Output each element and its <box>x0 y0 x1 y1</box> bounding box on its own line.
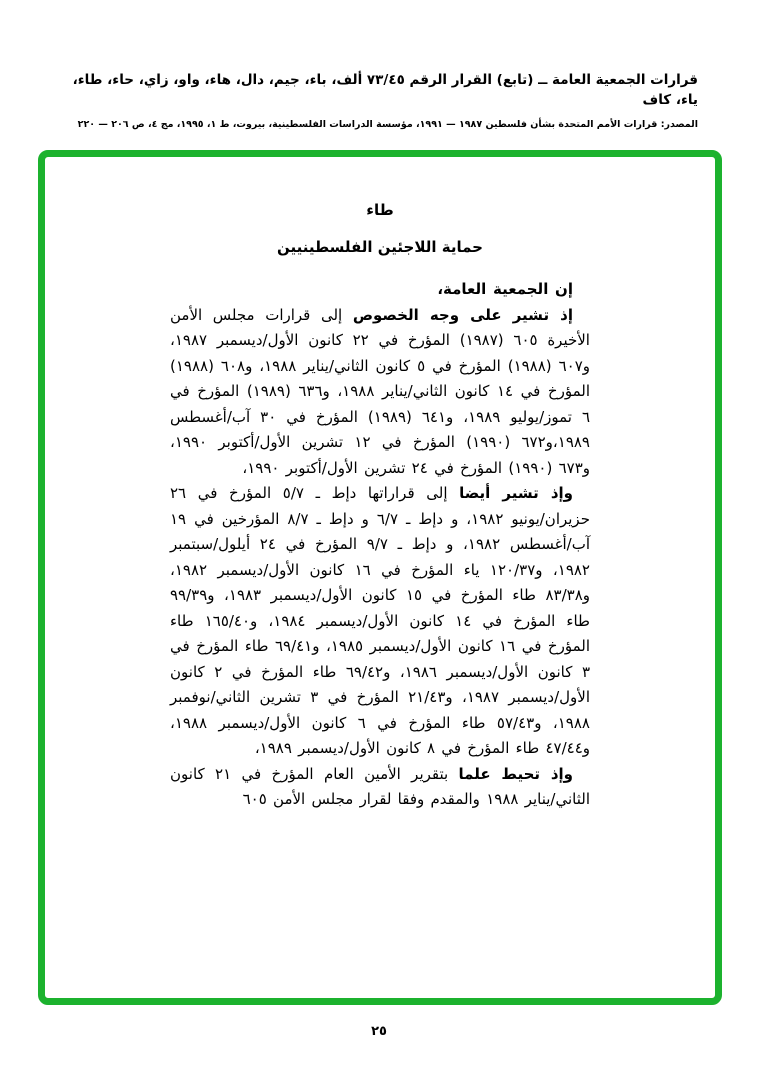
green-highlight-border <box>38 150 722 1005</box>
paragraph-recalling-security-council <box>170 303 590 482</box>
paragraph-taking-note-report <box>170 762 590 813</box>
section-letter-heading: طاء <box>366 201 394 219</box>
section-title-heading: حماية اللاجئين الفلسطينيين <box>277 238 483 256</box>
paragraph-lead-text: إذ تشير على وجه الخصوص <box>352 305 573 324</box>
resolution-body <box>170 157 590 813</box>
paragraph-lead-text: إن الجمعية العامة، <box>437 280 573 298</box>
paragraph-lead-text: وإذ تحيط علما <box>458 764 574 783</box>
page-number: ٢٥ <box>371 1024 387 1039</box>
page-header <box>58 70 698 131</box>
paragraph-text: إلى قرارات مجلس الأمن الأخيرة ٦٠٥ (١٩٨٧) المؤرخ في ٢٢ كانون الأول/ديسمبر ١٩٨٧، و٦٠٧ (١٩٨٨) المؤرخ في ٥ كانون الثاني/يناير ١٩٨٨، و٦٠٨ (١٩٨٨) المؤرخ في ١٤ كانون الثاني/يناير ١٩٨٨، و٦٣٦ (١٩٨٩) المؤرخ في ٦ تموز/يوليو ١٩٨٩، و٦٤١ (١٩٨٩) المؤرخ في ٣٠ آب/أغسطس ١٩٨٩،و٦٧٢ (١٩٩٠) المؤرخ في ١٢ تشرين الأول/أكتوبر ١٩٩٠، و٦٧٣ (١٩٩٠) المؤرخ في ٢٤ تشرين الأول/أكتوبر ١٩٩٠، <box>170 305 591 477</box>
paragraph-text: بتقرير الأمين العام المؤرخ في ٢١ كانون الثاني/يناير ١٩٨٨ والمقدم وفقا لقرار مجلس الأمن ٦٠٥ <box>170 764 590 808</box>
paragraph-lead-text: وإذ تشير أيضا <box>459 484 573 502</box>
paragraph-preamble <box>170 277 590 303</box>
header-source-line: المصدر: قرارات الأمم المتحدة بشأن فلسطين ١٩٨٧ — ١٩٩١، مؤسسة الدراسات الفلسطينية، بيروت، ط ١، ١٩٩٥، مج ٤، ص ٢٠٦ — ٢٢٠ <box>77 119 698 130</box>
paragraph-text: إلى قراراتها دإط ـ ٥/٧ المؤرخ في ٢٦ حزيران/يونيو ١٩٨٢، و دإط ـ ٦/٧ و دإط ـ ٨/٧ المؤرخين في ١٩ آب/أغسطس ١٩٨٢، و دإط ـ ٩/٧ المؤرخ في ٢٤ أيلول/سبتمبر ١٩٨٢، و١٢٠/٣٧ ياء المؤرخ في ١٦ كانون الأول/ديسمبر ١٩٨٢، و٨٣/٣٨ طاء المؤرخ في ١٥ كانون الأول/ديسمبر ١٩٨٣، و٩٩/٣٩ طاء المؤرخ في ١٤ كانون الأول/ديسمبر ١٩٨٤، و١٦٥/٤٠ طاء المؤرخ في ١٦ كانون الأول/ديسمبر ١٩٨٥، و٦٩/٤١ طاء المؤرخ في ٣ كانون الأول/ديسمبر ١٩٨٦، و٦٩/٤٢ طاء المؤرخ في ٢ كانون الأول/ديسمبر ١٩٨٧، و٢١/٤٣ المؤرخ في ٣ تشرين الثاني/نوفمبر ١٩٨٨، و٥٧/٤٣ طاء المؤرخ في ٦ كانون الأول/ديسمبر ١٩٨٨، و٤٧/٤٤ طاء المؤرخ في ٨ كانون الأول/ديسمبر ١٩٨٩، <box>170 484 591 757</box>
paragraph-recalling-ga-resolutions <box>170 481 590 762</box>
header-title-line: قرارات الجمعية العامة ــ (تابع) القرار الرقم ٧٣/٤٥ ألف، باء، جيم، دال، هاء، واو، زاي، حاء، طاء، ياء، كاف <box>72 72 698 108</box>
